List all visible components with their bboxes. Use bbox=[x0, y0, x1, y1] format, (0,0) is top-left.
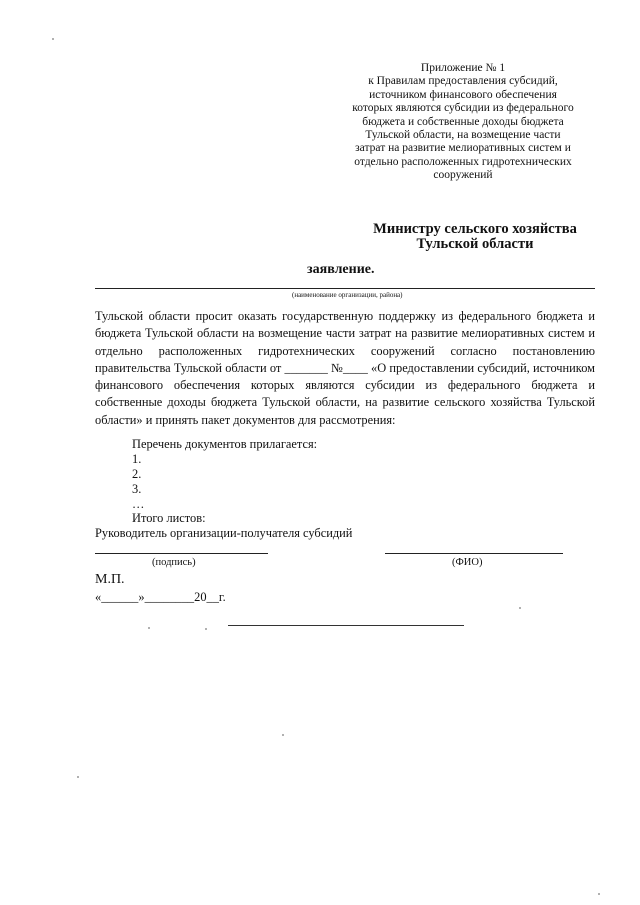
addressee-line-2: Тульской области bbox=[416, 236, 534, 252]
documents-list-intro: Перечень документов прилагается: bbox=[132, 437, 318, 451]
appendix-line: сооружений bbox=[433, 169, 493, 182]
appendix-line: затрат на развитие мелиоративных систем и bbox=[355, 142, 571, 155]
total-sheets-label: Итого листов: bbox=[132, 511, 206, 525]
body-paragraph: Тульской области просит оказать государственную поддержку из федерального бюджета и бюджета Тульской области на возмещение части затрат на развитие мелиоративных систем и отдельно расположенных гидротехнических сооружений согласно постановлению правительства Тульской области от _______ №____ «О предоставлении субсидий, источником финансового обеспечения которых являются субсидии из федерального бюджета и собственные доходы бюджета Тульской области, на развитие сельского хозяйства Тульской области» и принять пакет документов для рассмотрения: bbox=[95, 309, 595, 427]
bottom-divider-line bbox=[228, 625, 464, 626]
appendix-block bbox=[330, 62, 596, 183]
addressee-block bbox=[340, 222, 610, 252]
scan-speck bbox=[77, 776, 79, 778]
organization-name-line bbox=[95, 288, 595, 289]
scan-speck bbox=[519, 607, 521, 609]
application-body bbox=[95, 308, 595, 429]
signature-line bbox=[95, 553, 268, 554]
full-name-caption: (ФИО) bbox=[452, 557, 483, 568]
appendix-line: Приложение № 1 bbox=[420, 62, 506, 74]
scan-speck bbox=[282, 734, 284, 736]
list-item: … bbox=[132, 497, 145, 511]
scan-speck bbox=[52, 38, 54, 40]
appendix-line: источником финансового обеспечения bbox=[369, 88, 557, 101]
appendix-line: Тульской области, на возмещение части bbox=[365, 129, 561, 142]
full-name-line bbox=[385, 553, 563, 554]
head-of-organization-label: Руководитель организации-получателя субсидий bbox=[95, 526, 353, 540]
list-item: 2. bbox=[132, 467, 142, 481]
list-item: 1. bbox=[132, 452, 142, 466]
stamp-mark: М.П. bbox=[95, 572, 125, 587]
scan-speck bbox=[148, 627, 150, 629]
signature-caption: (подпись) bbox=[152, 557, 196, 568]
list-item: 3. bbox=[132, 482, 142, 496]
scan-speck bbox=[205, 628, 207, 630]
document-title: заявление. bbox=[307, 262, 375, 277]
appendix-line: которых являются субсидии из федерального bbox=[352, 102, 574, 115]
appendix-line: отдельно расположенных гидротехнических bbox=[354, 155, 572, 168]
addressee-line-1: Министру сельского хозяйства bbox=[373, 221, 577, 237]
date-field: «______»________20__г. bbox=[95, 590, 226, 604]
appendix-line: к Правилам предоставления субсидий, bbox=[368, 75, 558, 88]
scan-speck bbox=[598, 893, 600, 895]
organization-caption: (наименование организации, района) bbox=[292, 291, 403, 299]
appendix-line: бюджета и собственные доходы бюджета bbox=[362, 115, 564, 128]
